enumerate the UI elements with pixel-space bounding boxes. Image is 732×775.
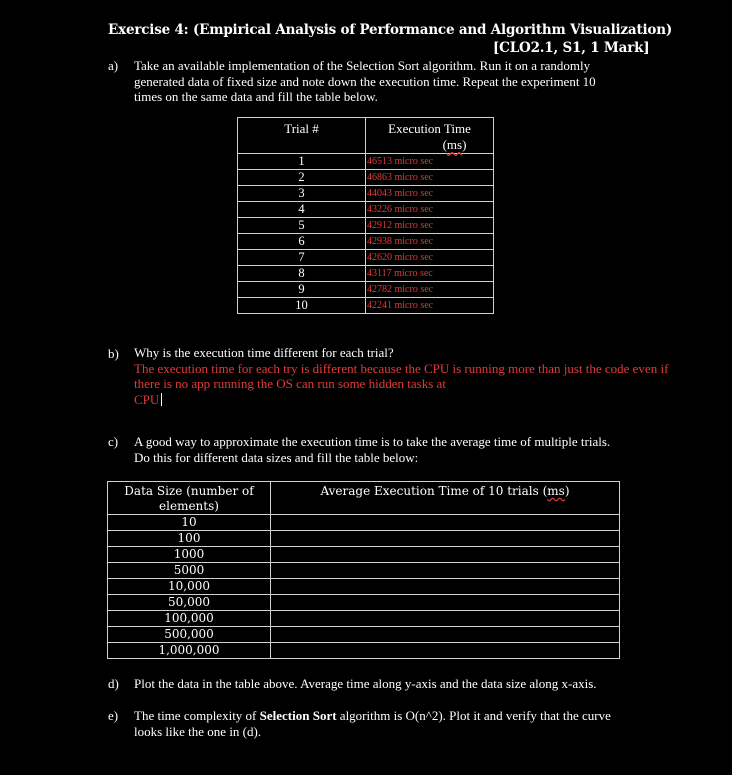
part-e-suffix: algorithm is O(n^2). Plot it and verify that the curve — [336, 708, 611, 723]
part-e-text — [134, 708, 694, 739]
data-size-cell: 1,000,000 — [108, 643, 271, 659]
table-row — [238, 282, 494, 298]
execution-time-value[interactable]: 46513 micro sec — [366, 154, 494, 170]
execution-time-value[interactable]: 44043 micro sec — [366, 186, 494, 202]
average-time-cell[interactable] — [271, 595, 620, 611]
table-row — [108, 595, 620, 611]
table-row — [108, 563, 620, 579]
table-row — [238, 266, 494, 282]
part-c-label: c) — [108, 434, 119, 449]
part-a-label: a) — [108, 58, 119, 73]
part-b-answer-line2[interactable]: there is no app running the OS can run some hidden tasks at — [134, 376, 446, 391]
trial-number: 3 — [238, 186, 366, 202]
execution-time-value[interactable]: 46863 micro sec — [366, 170, 494, 186]
execution-time-table — [237, 117, 494, 314]
trial-number: 8 — [238, 266, 366, 282]
average-time-cell[interactable] — [271, 563, 620, 579]
average-time-cell[interactable] — [271, 515, 620, 531]
table-row — [238, 234, 494, 250]
table-row — [238, 250, 494, 266]
text-cursor — [161, 393, 162, 406]
average-time-header-prefix: Average Execution Time of 10 trials ( — [320, 484, 548, 498]
table-row — [108, 579, 620, 595]
part-a-text — [134, 58, 694, 105]
table-row — [108, 515, 620, 531]
execution-time-unit: (ms) — [442, 137, 467, 152]
execution-time-value[interactable]: 42241 micro sec — [366, 298, 494, 314]
table-row — [238, 154, 494, 170]
part-b-answer-line1[interactable]: The execution time for each try is different because the CPU is running more than just the code even if — [134, 360, 669, 376]
trial-header: Trial # — [238, 118, 366, 154]
table-row — [238, 218, 494, 234]
table-row — [108, 531, 620, 547]
average-time-cell[interactable] — [271, 579, 620, 595]
part-e-label: e) — [108, 708, 119, 723]
average-time-cell[interactable] — [271, 547, 620, 563]
part-c-line2: Do this for different data sizes and fill the table below: — [134, 449, 419, 465]
execution-time-value[interactable]: 42912 micro sec — [366, 218, 494, 234]
part-d-label: d) — [108, 676, 119, 691]
average-time-unit: ms — [547, 484, 565, 498]
part-e-prefix: The time complexity of — [134, 708, 260, 723]
execution-time-rows — [238, 154, 494, 314]
data-size-cell: 10,000 — [108, 579, 271, 595]
average-time-header-suffix: ) — [564, 484, 570, 498]
data-size-header-line2: elements) — [159, 499, 219, 513]
part-b-question: Why is the execution time different for each trial? — [134, 345, 394, 360]
part-b-answer-line3[interactable] — [134, 392, 709, 408]
average-time-header — [271, 482, 620, 515]
data-size-cell: 100 — [108, 531, 271, 547]
part-e-line2: looks like the one in (d). — [134, 723, 262, 739]
trial-number: 7 — [238, 250, 366, 266]
part-e-bold: Selection Sort — [259, 708, 337, 723]
trial-number: 6 — [238, 234, 366, 250]
trial-number: 10 — [238, 298, 366, 314]
execution-time-value[interactable]: 42938 micro sec — [366, 234, 494, 250]
table-row — [238, 202, 494, 218]
data-size-cell: 5000 — [108, 563, 271, 579]
average-time-cell[interactable] — [271, 627, 620, 643]
table-row — [238, 170, 494, 186]
execution-time-value[interactable]: 42782 micro sec — [366, 282, 494, 298]
part-c-line1: A good way to approximate the execution time is to take the average time of multiple trials. — [134, 434, 611, 449]
clo-marks: [CLO2.1, S1, 1 Mark] — [493, 40, 650, 56]
data-size-header — [108, 482, 271, 515]
execution-time-header — [366, 118, 494, 154]
data-size-cell: 50,000 — [108, 595, 271, 611]
average-time-cell[interactable] — [271, 643, 620, 659]
trial-number: 9 — [238, 282, 366, 298]
part-a-line2: generated data of fixed size and note down the execution time. Repeat the experiment 10 — [134, 73, 596, 89]
data-size-cell: 1000 — [108, 547, 271, 563]
part-b-answer-line3-text[interactable]: CPU — [134, 391, 160, 407]
trial-number: 5 — [238, 218, 366, 234]
trial-number: 4 — [238, 202, 366, 218]
part-e-line1 — [134, 708, 694, 724]
data-size-cell: 10 — [108, 515, 271, 531]
average-time-rows — [108, 515, 620, 659]
table-row — [238, 186, 494, 202]
table-row — [108, 611, 620, 627]
part-a-line1: Take an available implementation of the Selection Sort algorithm. Run it on a randomly — [134, 58, 591, 73]
data-size-cell: 500,000 — [108, 627, 271, 643]
data-size-cell: 100,000 — [108, 611, 271, 627]
table-row — [108, 643, 620, 659]
part-d-text: Plot the data in the table above. Average time along y-axis and the data size along x-axis. — [134, 676, 597, 691]
execution-time-header-label: Execution Time — [388, 121, 471, 136]
part-a-line3: times on the same data and fill the table below. — [134, 89, 378, 104]
average-time-cell[interactable] — [271, 611, 620, 627]
table-row — [108, 547, 620, 563]
trial-number: 2 — [238, 170, 366, 186]
trial-number: 1 — [238, 154, 366, 170]
part-b-text — [134, 345, 709, 407]
table-row — [108, 627, 620, 643]
part-b-label: b) — [108, 346, 119, 361]
data-size-header-line1: Data Size (number of — [124, 484, 254, 498]
table-row — [238, 298, 494, 314]
exercise-title: Exercise 4: (Empirical Analysis of Performance and Algorithm Visualization) — [108, 22, 673, 38]
average-time-cell[interactable] — [271, 531, 620, 547]
execution-time-value[interactable]: 43117 micro sec — [366, 266, 494, 282]
execution-time-value[interactable]: 43226 micro sec — [366, 202, 494, 218]
ms-unit: ms — [446, 137, 463, 152]
part-c-text — [134, 434, 694, 465]
average-time-table — [107, 481, 620, 659]
execution-time-value[interactable]: 42620 micro sec — [366, 250, 494, 266]
